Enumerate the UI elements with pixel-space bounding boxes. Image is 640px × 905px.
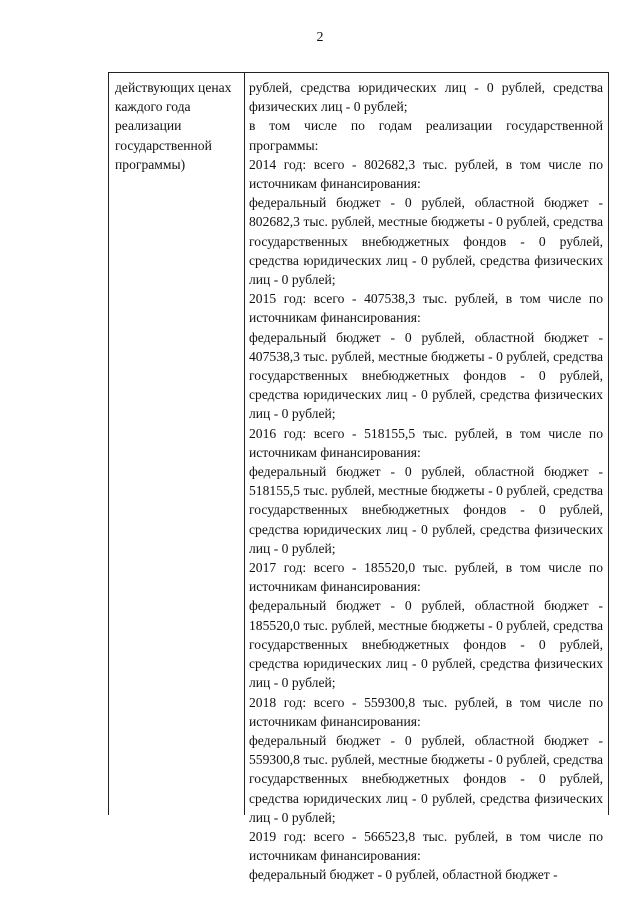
year-heading: 2019 год: всего - 566523,8 тыс. рублей, в том числе по источникам финансирования: (249, 828, 603, 864)
year-breakdown: федеральный бюджет - 0 рублей, областной бюджет - 559300,8 тыс. рублей, местные бюджеты - 0 рублей, средства государственных внебюджетных фондов - 0 рублей, средства юридических лиц - 0 рублей, средства физических лиц - 0 рублей; (249, 732, 603, 825)
label-text: действующих ценах каждого года реализации государственной программы) (115, 80, 232, 172)
year-heading: 2016 год: всего - 518155,5 тыс. рублей, в том числе по источникам финансирования: (249, 425, 603, 460)
year-breakdown: федеральный бюджет - 0 рублей, областной бюджет - 185520,0 тыс. рублей, местные бюджеты - 0 рублей, средства государственных внебюджетных фондов - 0 рублей, средства юридических лиц - 0 рублей, средства физических лиц - 0 рублей; (249, 598, 603, 691)
year-breakdown: федеральный бюджет - 0 рублей, областной бюджет - (249, 867, 558, 883)
year-breakdown: федеральный бюджет - 0 рублей, областной бюджет - 802682,3 тыс. рублей, местные бюджеты - 0 рублей, средства государственных внебюджетных фондов - 0 рублей, средства юридических лиц - 0 рублей, средства физических лиц - 0 рублей; (249, 195, 603, 288)
intro-paragraph: рублей, средства юридических лиц - 0 рублей, средства физических лиц - 0 рублей; (249, 80, 603, 115)
year-breakdown: федеральный бюджет - 0 рублей, областной бюджет - 407538,3 тыс. рублей, местные бюджеты - 0 рублей, средства государственных внебюджетных фондов - 0 рублей, средства юридических лиц - 0 рублей, средства физических лиц - 0 рублей; (249, 329, 603, 422)
table-cell-label (109, 73, 245, 815)
page-number: 2 (316, 30, 324, 45)
year-heading: 2015 год: всего - 407538,3 тыс. рублей, в том числе по источникам финансирования: (249, 291, 603, 326)
year-breakdown: федеральный бюджет - 0 рублей, областной бюджет - 518155,5 тыс. рублей, местные бюджеты - 0 рублей, средства государственных внебюджетных фондов - 0 рублей, средства юридических лиц - 0 рублей, средства физических лиц - 0 рублей; (249, 464, 603, 556)
year-heading: 2017 год: всего - 185520,0 тыс. рублей, в том числе по источникам финансирования: (249, 560, 603, 595)
year-heading: 2018 год: всего - 559300,8 тыс. рублей, в том числе по источникам финансирования: (249, 694, 603, 729)
funding-table (108, 72, 609, 883)
intro-paragraph: в том числе по годам реализации государственной программы: (249, 118, 603, 153)
year-heading: 2014 год: всего - 802682,3 тыс. рублей, в том числе по источникам финансирования: (249, 156, 603, 192)
table-cell-content (245, 73, 608, 883)
